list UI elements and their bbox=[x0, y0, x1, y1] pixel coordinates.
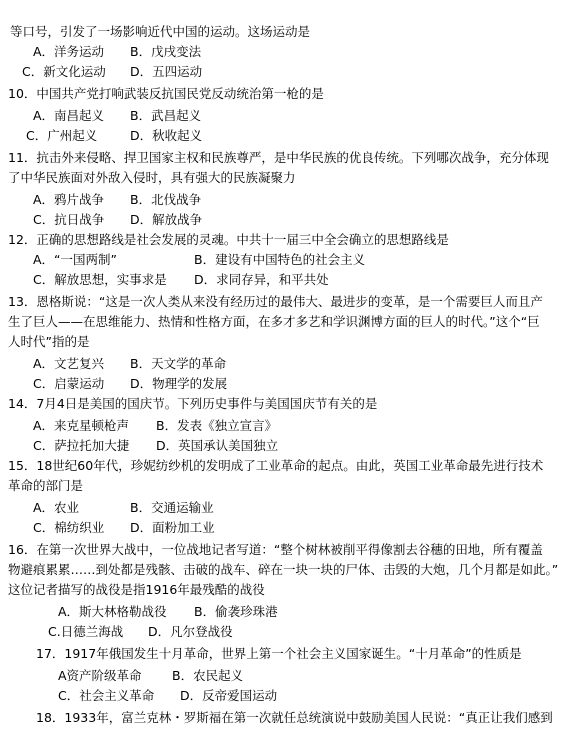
q12-option-d: D．求同存异，和平共处 bbox=[194, 272, 329, 287]
q17-option-a: A资产阶级革命 bbox=[58, 668, 142, 683]
q10-stem: 10．中国共产党打响武装反抗国民党反动统治第一枪的是 bbox=[8, 86, 324, 101]
q9-option-a: A．洋务运动 bbox=[33, 44, 105, 59]
q15-stem-line1: 15．18世纪60年代，珍妮纺纱机的发明成了工业革命的起点。由此，英国工业革命最先进行技术 bbox=[8, 458, 544, 473]
q9-option-d: D．五四运动 bbox=[130, 64, 203, 79]
q17-stem: 17．1917年俄国发生十月革命，世界上第一个社会主义国家诞生。“十月革命”的性质是 bbox=[36, 646, 522, 661]
q16-option-a: A．斯大林格勒战役 bbox=[58, 604, 167, 619]
q12-option-c: C．解放思想，实事求是 bbox=[33, 272, 167, 287]
q17-option-b: B．农民起义 bbox=[172, 668, 244, 683]
q11-stem-line1: 11．抗击外来侵略、捍卫国家主权和民族尊严，是中华民族的优良传统。下列哪次战争，充分体现 bbox=[8, 150, 549, 165]
q10-option-c: C．广州起义 bbox=[26, 128, 98, 143]
q18-stem: 18．1933年，富兰克林・罗斯福在第一次就任总统演说中鼓励美国人民说：“真正让我们感到 bbox=[36, 710, 553, 725]
q14-option-b: B．发表《独立宣言》 bbox=[156, 418, 278, 433]
q13-stem-line1: 13．恩格斯说：“这是一次人类从来没有经历过的最伟大、最进步的变革，是一个需要巨人而且产 bbox=[8, 294, 543, 309]
q12-option-b: B．建设有中国特色的社会主义 bbox=[194, 252, 366, 267]
q9-option-c: C．新文化运动 bbox=[22, 64, 106, 79]
q13-stem-line3: 人时代”指的是 bbox=[8, 334, 90, 349]
q15-option-b: B．交通运输业 bbox=[130, 500, 214, 515]
q10-option-a: A．南昌起义 bbox=[33, 108, 105, 123]
q13-option-a: A．文艺复兴 bbox=[33, 356, 105, 371]
q17-option-c: C．社会主义革命 bbox=[58, 688, 155, 703]
q16-option-d: D．凡尔登战役 bbox=[148, 624, 233, 639]
q13-option-b: B．天文学的革命 bbox=[130, 356, 227, 371]
q16-option-c: C.日德兰海战 bbox=[48, 624, 124, 639]
q15-stem-line2: 革命的部门是 bbox=[8, 478, 84, 493]
q10-option-d: D．秋收起义 bbox=[130, 128, 203, 143]
q11-option-b: B．北伐战争 bbox=[130, 192, 202, 207]
q12-option-a: A．“一国两制” bbox=[33, 252, 118, 267]
q11-stem-line2: 了中华民族面对外敌入侵时，具有强大的民族凝聚力 bbox=[8, 170, 296, 185]
q15-option-d: D．面粉加工业 bbox=[130, 520, 215, 535]
q16-stem-line1: 16．在第一次世界大战中，一位战地记者写道：“整个树林被削平得像割去谷穗的田地，所有覆盖 bbox=[8, 542, 543, 557]
q11-option-d: D．解放战争 bbox=[130, 212, 203, 227]
q16-option-b: B．偷袭珍珠港 bbox=[194, 604, 278, 619]
q14-stem: 14．7月4日是美国的国庆节。下列历史事件与美国国庆节有关的是 bbox=[8, 396, 378, 411]
q13-stem-line2: 生了巨人——在思维能力、热情和性格方面，在多才多艺和学识渊博方面的巨人的时代。”这个“巨 bbox=[8, 314, 540, 329]
q12-stem: 12．正确的思想路线是社会发展的灵魂。中共十一届三中全会确立的思想路线是 bbox=[8, 232, 449, 247]
q9-option-b: B．戊戌变法 bbox=[130, 44, 202, 59]
q15-option-c: C．棉纺织业 bbox=[33, 520, 105, 535]
q10-option-b: B．武昌起义 bbox=[130, 108, 202, 123]
q14-option-c: C．萨拉托加大捷 bbox=[33, 438, 130, 453]
q9-stem-tail: 等口号，引发了一场影响近代中国的运动。这场运动是 bbox=[10, 24, 311, 39]
q15-option-a: A．农业 bbox=[33, 500, 80, 515]
q14-option-d: D．英国承认美国独立 bbox=[156, 438, 279, 453]
q16-stem-line2: 物避痕累累……到处都是残骸、击破的战车、碎在一块一块的尸体、击毁的大炮，几个月都是如此。” bbox=[8, 562, 559, 577]
q11-option-a: A．鸦片战争 bbox=[33, 192, 105, 207]
q17-option-d: D．反帝爱国运动 bbox=[180, 688, 278, 703]
q13-option-c: C．启蒙运动 bbox=[33, 376, 105, 391]
q16-stem-line3: 这位记者描写的战役是指1916年最残酷的战役 bbox=[8, 582, 265, 597]
q13-option-d: D．物理学的发展 bbox=[130, 376, 228, 391]
q14-option-a: A．来克星顿枪声 bbox=[33, 418, 130, 433]
q11-option-c: C．抗日战争 bbox=[33, 212, 105, 227]
